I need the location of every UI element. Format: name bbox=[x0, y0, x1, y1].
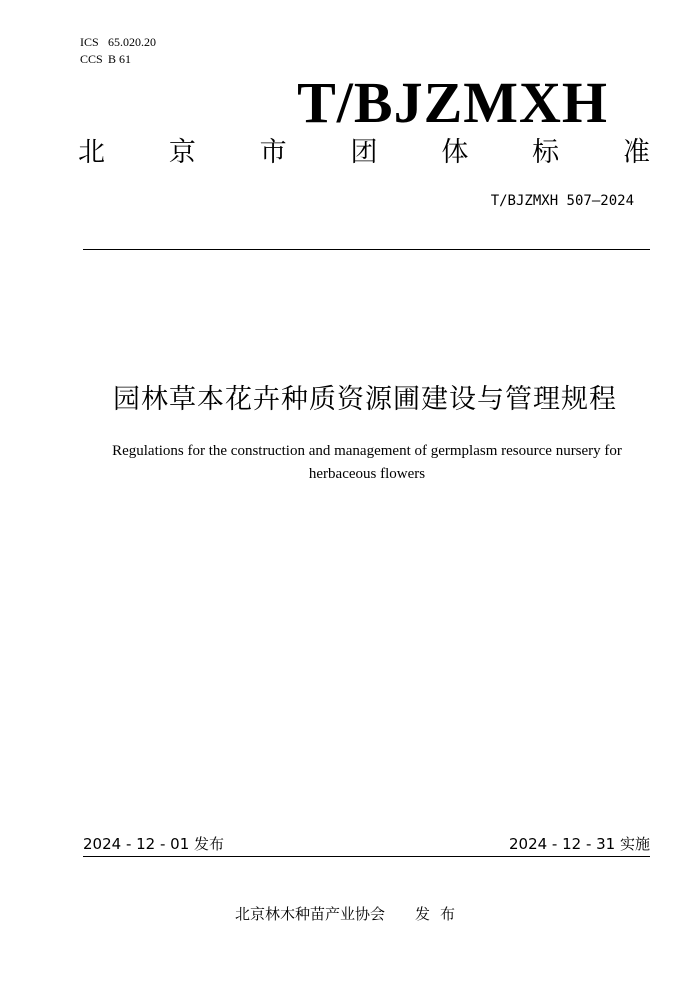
org-char: 体 bbox=[441, 137, 469, 168]
issuer-name: 北京林木种苗产业协会 bbox=[234, 905, 385, 923]
title-english bbox=[80, 440, 654, 486]
ccs-code: B 61 bbox=[108, 52, 132, 66]
effective-date: 2024 - 12 - 31 实施 bbox=[508, 835, 650, 853]
ics-row bbox=[80, 34, 156, 51]
ccs-row bbox=[80, 51, 156, 68]
org-char: 标 bbox=[532, 137, 560, 168]
ics-code: 65.020.20 bbox=[108, 35, 156, 49]
issuer bbox=[0, 903, 700, 925]
org-char: 团 bbox=[350, 137, 378, 168]
top-divider bbox=[83, 249, 650, 250]
ccs-label: CCS bbox=[80, 52, 103, 66]
org-char: 北 bbox=[78, 137, 105, 168]
publish-date: 2024 - 12 - 01 发布 bbox=[83, 835, 225, 853]
issuer-action: 发布 bbox=[415, 905, 466, 923]
title-english-line: herbaceous flowers bbox=[308, 466, 426, 482]
org-char: 准 bbox=[622, 137, 650, 168]
ics-label: ICS bbox=[80, 35, 99, 49]
bottom-divider bbox=[83, 856, 650, 857]
standard-logo: T/BJZMXH bbox=[297, 70, 608, 135]
title-chinese: 园林草本花卉种质资源圃建设与管理规程 bbox=[113, 384, 617, 415]
title-english-line: Regulations for the construction and management of germplasm resource nursery for bbox=[112, 443, 622, 459]
org-char: 京 bbox=[168, 137, 196, 168]
classification-codes bbox=[80, 34, 156, 68]
org-char: 市 bbox=[259, 137, 287, 168]
standard-number: T/BJZMXH 507—2024 bbox=[490, 193, 634, 209]
organization-type bbox=[78, 136, 650, 170]
